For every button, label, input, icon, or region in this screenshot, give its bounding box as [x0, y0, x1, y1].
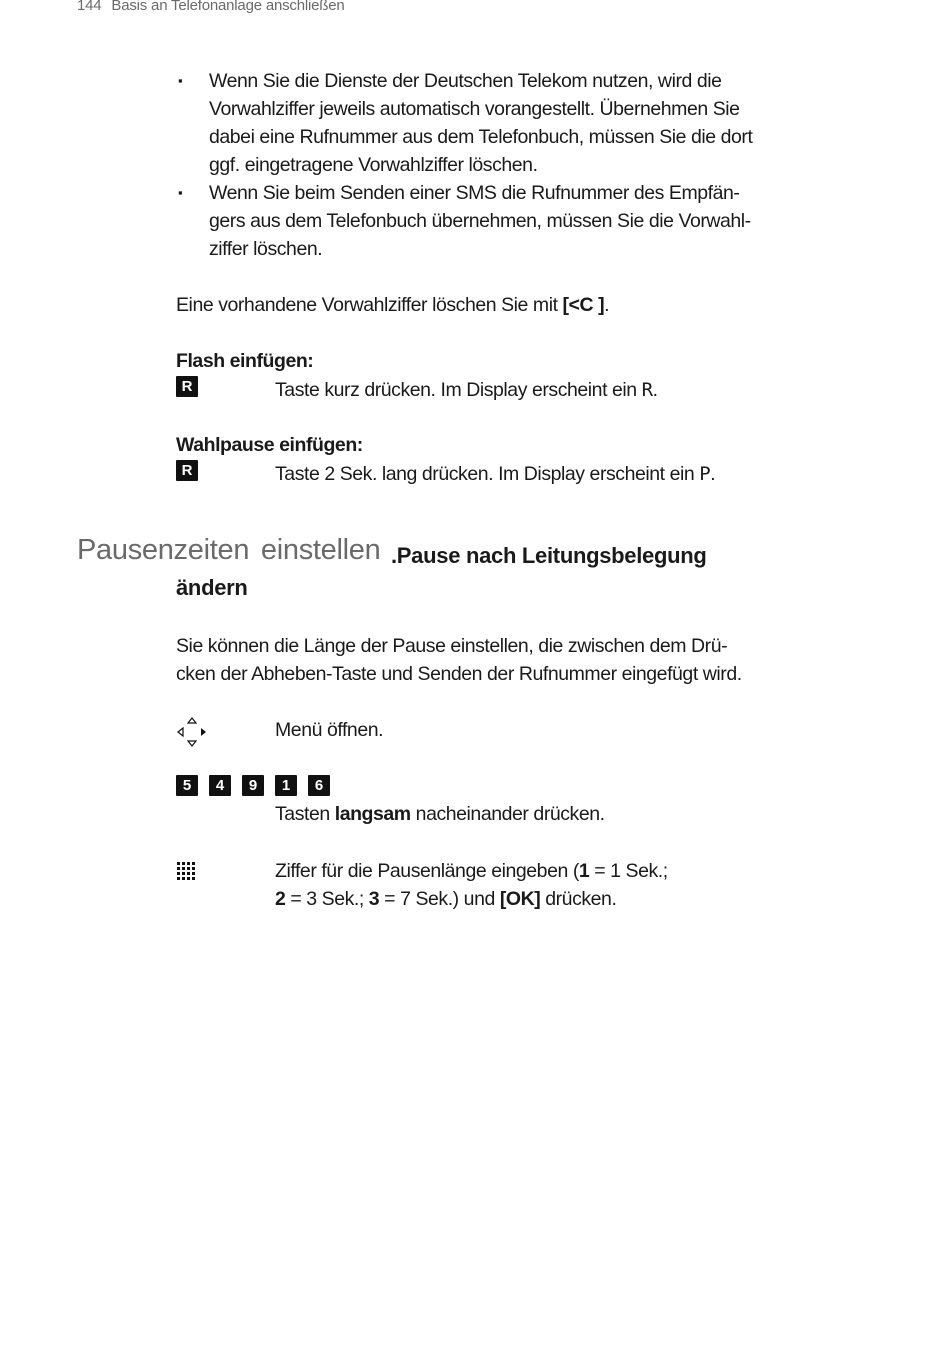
bullet-icon: ▪: [178, 185, 183, 200]
flash-step: [176, 376, 776, 404]
digit-key: 9: [242, 775, 264, 796]
r-key-icon: R: [176, 460, 198, 481]
keys-step: [176, 800, 776, 828]
keys-text-bold: langsam: [334, 803, 411, 825]
pause-end: .: [710, 463, 716, 485]
keys-text-post: nacheinander drücken.: [410, 803, 605, 825]
pause-heading: Wahlpause einfügen:: [176, 434, 363, 456]
keypad-icon: [176, 861, 196, 886]
digit-key: 5: [176, 775, 198, 796]
section-intro: Sie können die Länge der Pause einstellen, die zwischen dem Drü-cken der Abheben-Taste und Senden der Rufnummer eingefügt wird.: [176, 635, 742, 685]
digit-step-line1: [275, 857, 668, 885]
r-key-icon: R: [176, 376, 198, 397]
bullet-text: Wenn Sie beim Senden einer SMS die Rufnummer des Empfän-gers aus dem Telefonbuch übernehmen, müssen Sie die Vorwahl-ziffer löschen.: [209, 182, 751, 260]
list-item: [176, 67, 756, 179]
digit-line2-end: drücken.: [540, 888, 617, 910]
bullet-text: Wenn Sie die Dienste der Deutschen Telekom nutzen, wird die Vorwahlziffer jeweils automatisch vorangestellt. Übernehmen Sie dabei eine Rufnummer aus dem Telefonbuch, müssen Sie die dort ggf. eingetragene Vorwahlziffer löschen.: [209, 70, 753, 176]
clear-key-label: [<C ]: [562, 294, 605, 316]
digit-step-line2: [275, 885, 616, 913]
running-title: Basis an Telefonanlage anschließen: [111, 0, 345, 14]
display-p-icon: P: [699, 463, 711, 485]
section-title-line2: ändern: [176, 575, 248, 600]
display-r-icon: R: [641, 379, 653, 401]
flash-heading: Flash einfügen:: [176, 350, 314, 372]
section-title: [176, 540, 756, 604]
flash-end: .: [652, 379, 658, 401]
keys-step-text: [275, 800, 605, 828]
digit-key: 1: [275, 775, 297, 796]
navigation-key-icon: [176, 716, 208, 753]
digit-line2-b3: 3: [368, 888, 380, 910]
digit-line2-b2: 2: [275, 888, 286, 910]
digit-line1-post: = 1 Sek.;: [589, 860, 668, 882]
section-title-line1: .Pause nach Leitungsbelegung: [391, 543, 707, 568]
section-margin-label: Pausenzeiten einstellen: [77, 534, 381, 566]
flash-instruction: [275, 376, 658, 404]
pause-text: Taste 2 Sek. lang drücken. Im Display erscheint ein: [275, 463, 700, 485]
running-header: [77, 0, 345, 14]
keys-text-pre: Tasten: [275, 803, 335, 825]
digit-line1-pre: Ziffer für die Pausenlänge eingeben (: [275, 860, 579, 882]
delete-note-end: .: [604, 294, 610, 316]
digit-line2-mid1: = 3 Sek.;: [285, 888, 369, 910]
delete-note-text: Eine vorhandene Vorwahlziffer löschen Sie mit: [176, 294, 563, 316]
menu-step: [176, 716, 776, 748]
menu-step-text: Menü öffnen.: [275, 719, 384, 741]
digit-key: 6: [308, 775, 330, 796]
key-sequence: [176, 775, 756, 799]
flash-text: Taste kurz drücken. Im Display erscheint ein: [275, 379, 642, 401]
list-item: [176, 179, 756, 263]
digit-line2-mid2: = 7 Sek.) und: [379, 888, 500, 910]
digit-line1-b1: 1: [578, 860, 590, 882]
pause-instruction: [275, 460, 715, 488]
ok-key-label: [OK]: [499, 888, 541, 910]
pause-step: [176, 460, 776, 488]
digit-key: 4: [209, 775, 231, 796]
bullet-list: [176, 67, 756, 263]
digit-step: [176, 857, 776, 913]
bullet-icon: ▪: [178, 73, 183, 88]
page-number: 144: [77, 0, 102, 14]
delete-note: [176, 291, 756, 319]
